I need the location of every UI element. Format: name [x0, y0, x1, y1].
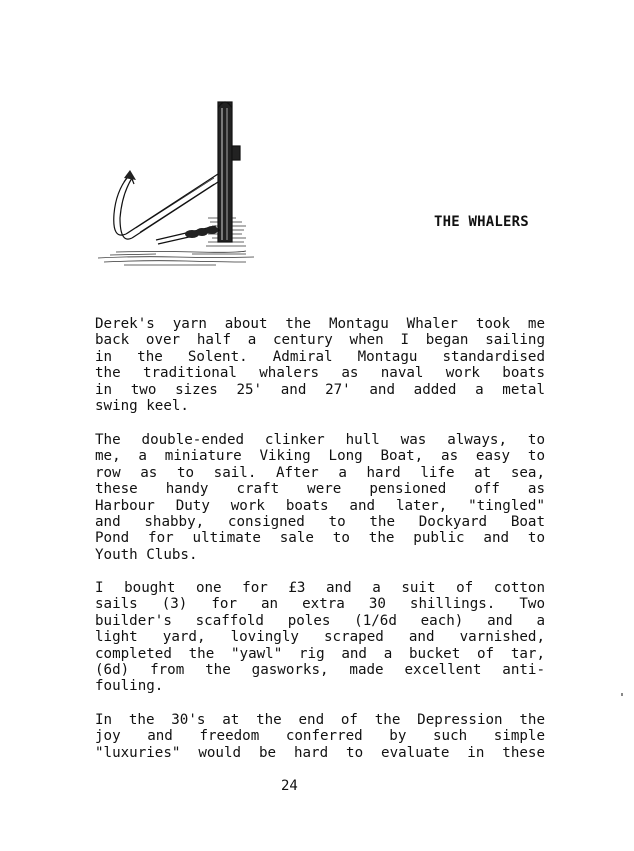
text-line: The double-ended clinker hull was always, to [95, 432, 545, 448]
paragraph-4 [95, 712, 545, 761]
scan-speck [621, 693, 623, 696]
text-line: these handy craft were pensioned off as [95, 481, 545, 498]
paragraph-1 [95, 316, 545, 414]
text-line: the traditional whalers as naval work boats [95, 365, 545, 382]
text-line: row as to sail. After a hard life at sea, [95, 464, 545, 481]
text-line: Derek's yarn about the Montagu Whaler took me [95, 316, 545, 332]
text-line: I bought one for £3 and a suit of cotton [95, 580, 545, 596]
text-line: in the Solent. Admiral Montagu standardised [95, 348, 545, 365]
text-line: me, a miniature Viking Long Boat, as easy to [95, 448, 545, 465]
text-line: In the 30's at the end of the Depression the [95, 712, 545, 728]
page-number: 24 [281, 778, 298, 794]
text-line: Youth Clubs. [95, 546, 198, 563]
text-line: Harbour Duty work boats and later, "tingled" [95, 497, 545, 514]
text-line: Pond for ultimate sale to the public and to [95, 530, 545, 547]
section-title: THE WHALERS [434, 214, 529, 230]
text-line: light yard, lovingly scraped and varnished, [95, 629, 545, 646]
text-line: builder's scaffold poles (1/6d each) and a [95, 612, 545, 629]
paragraph-2 [95, 432, 545, 563]
text-line: swing keel. [95, 397, 189, 414]
text-line: sails (3) for an extra 30 shillings. Two [95, 596, 545, 613]
text-line: joy and freedom conferred by such simple [95, 728, 545, 745]
text-line: "luxuries" would be hard to evaluate in these [95, 744, 545, 761]
paragraph-3 [95, 580, 545, 695]
text-line: fouling. [95, 678, 164, 695]
anchor-icon [96, 94, 256, 269]
text-line: (6d) from the gasworks, made excellent anti- [95, 661, 545, 678]
text-line: in two sizes 25' and 27' and added a metal [95, 381, 545, 398]
text-line: completed the "yawl" rig and a bucket of tar, [95, 645, 545, 662]
text-line: and shabby, consigned to the Dockyard Boat [95, 513, 545, 530]
text-line: back over half a century when I began sailing [95, 332, 545, 349]
